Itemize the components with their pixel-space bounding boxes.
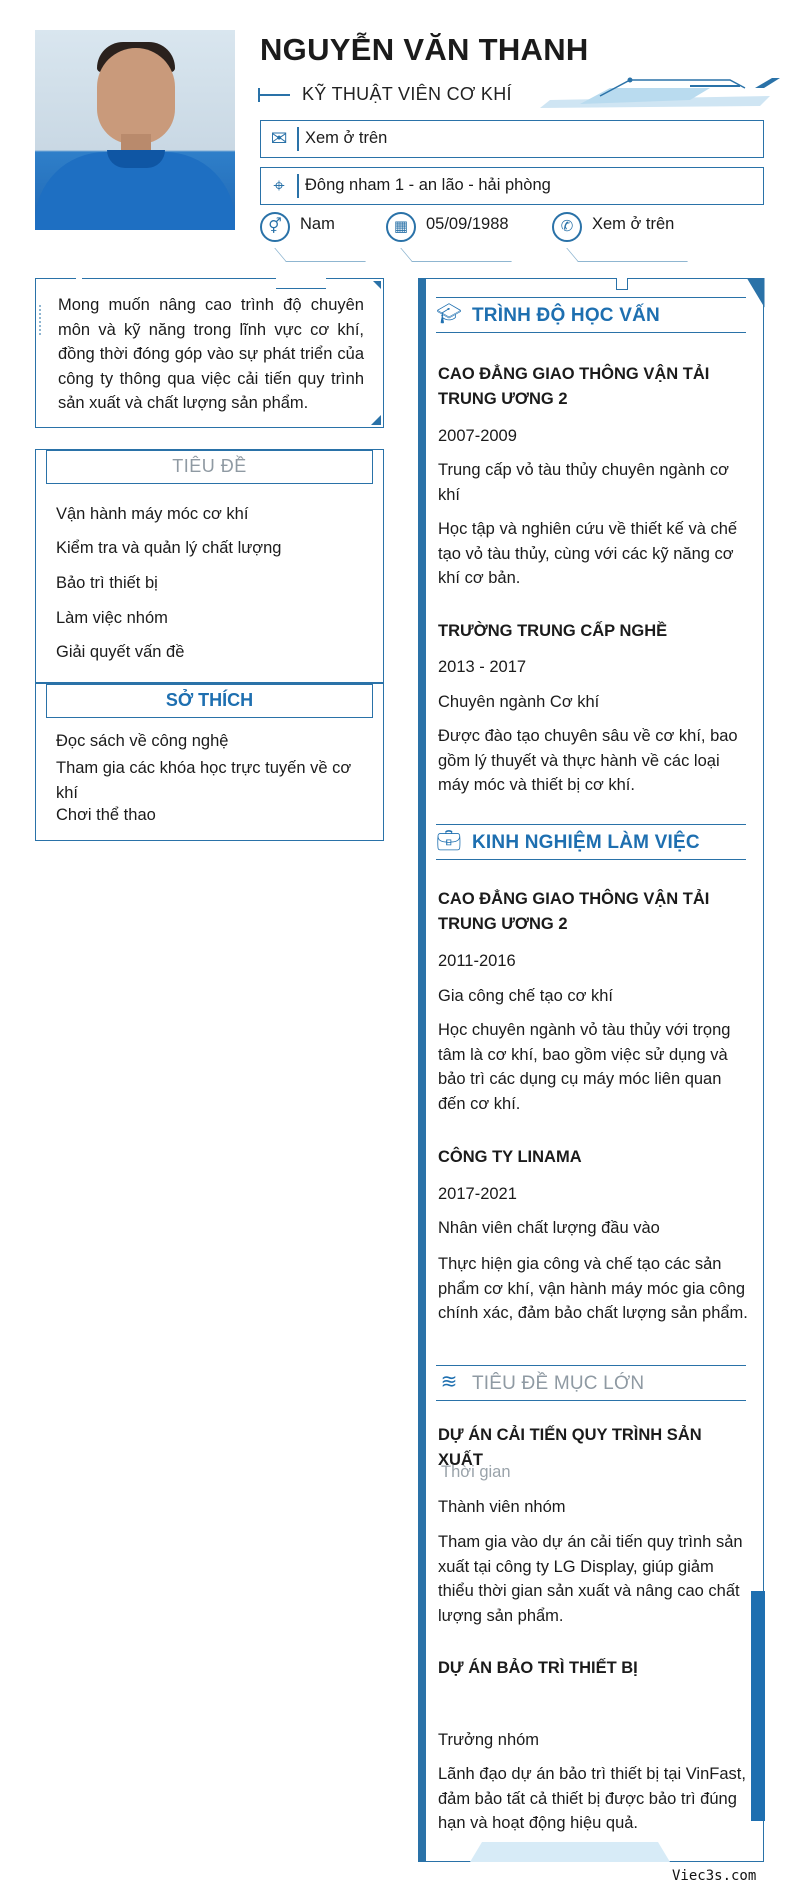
project-name: DỰ ÁN BẢO TRÌ THIẾT BỊ [438,1659,638,1677]
experience-period: 2011-2016 [438,952,516,970]
watermark: Viec3s.com [672,1868,757,1884]
gender-icon: ⚥ [260,212,290,242]
experience-position: Gia công chế tạo cơ khí [438,987,613,1005]
project-name: DỰ ÁN CẢI TIẾN QUY TRÌNH SẢN XUẤT [438,1426,702,1469]
education-description: Được đào tạo chuyên sâu về cơ khí, bao gồm lý thuyết và thực hành về các loại máy móc và thiết bị cơ khí. [438,727,738,794]
envelope-icon: ✉ [270,128,288,150]
education-heading: 🎓︎ TRÌNH ĐỘ HỌC VẤN [436,297,746,333]
education-period: 2013 - 2017 [438,658,527,676]
objective-box [35,278,384,428]
education-school: CAO ĐẲNG GIAO THÔNG VẬN TẢI TRUNG ƯƠNG 2 [438,365,710,408]
briefcase-icon: 💼︎ [436,830,462,852]
layers-icon: ≋ [440,1371,458,1393]
profile-photo [35,30,235,230]
phone-icon: ✆ [552,212,582,242]
experience-description: Học chuyên ngành vỏ tàu thủy với trọng tâm là cơ khí, bao gồm việc sử dụng và bảo trì các dụng cụ máy móc liên quan đến cơ khí. [438,1021,731,1113]
job-title: KỸ THUẬT VIÊN CƠ KHÍ [302,84,512,104]
education-major: Chuyên ngành Cơ khí [438,693,600,711]
hobbies-heading: SỞ THÍCH [46,684,373,718]
experience-position: Nhân viên chất lượng đầu vào [438,1219,660,1237]
skill-item: Bảo trì thiết bị [56,574,158,592]
hobby-item: Chơi thể thao [56,806,156,824]
phone-info [552,212,702,256]
education-major: Trung cấp vỏ tàu thủy chuyên ngành cơ khí [438,461,729,504]
bottom-decoration [470,1842,670,1862]
hobby-item: Đọc sách về công nghệ [56,732,229,750]
hobby-item: Tham gia các khóa học trực tuyến về cơ khí [56,759,352,802]
address-value: Đông nham 1 - an lão - hải phòng [305,176,551,194]
gender-value: Nam [300,215,335,233]
phone-value: Xem ở trên [592,215,675,233]
experience-heading: 💼︎ KINH NGHIỆM LÀM VIỆC [436,824,746,860]
skill-item: Vận hành máy móc cơ khí [56,505,249,523]
skill-item: Giải quyết vấn đề [56,643,185,661]
projects-heading: ≋ TIÊU ĐỀ MỤC LỚN [436,1365,746,1401]
education-description: Học tập và nghiên cứu về thiết kế và chế tạo vỏ tàu thủy, cùng với các kỹ năng cơ khí cơ bản. [438,520,738,587]
project-description: Lãnh đạo dự án bảo trì thiết bị tại VinFast, đảm bảo tất cả thiết bị được bảo trì đúng hạn và hoạt động hiệu quả. [438,1765,746,1832]
skill-item: Kiểm tra và quản lý chất lượng [56,539,282,557]
experience-company: CAO ĐẲNG GIAO THÔNG VẬN TẢI TRUNG ƯƠNG 2 [438,890,710,933]
experience-description: Thực hiện gia công và chế tạo các sản phẩm cơ khí, vận hành máy móc gia công chính xác, đảm bảo chất lượng sản phẩm. [438,1255,748,1322]
objective-text: Mong muốn nâng cao trình độ chuyên môn và kỹ năng trong lĩnh vực cơ khí, đồng thời đóng góp vào sự phát triển của công ty thông qua việc cải tiến quy trình sản xuất và chất lượng sản phẩm. [58,296,364,412]
birthday-value: 05/09/1988 [426,215,509,233]
experience-period: 2017-2021 [438,1185,517,1203]
map-pin-icon: ⌖ [273,175,285,197]
project-role: Thành viên nhóm [438,1498,566,1516]
email-value: Xem ở trên [305,129,388,147]
skills-and-hobbies-box [35,449,384,841]
skills-heading: TIÊU ĐỀ [46,450,373,484]
project-description: Tham gia vào dự án cải tiến quy trình sản xuất tại công ty LG Display, giúp giảm thiểu thời gian sản xuất và nâng cao chất lượng sản phẩm. [438,1533,743,1625]
address-field [260,167,764,205]
education-school: TRƯỜNG TRUNG CẤP NGHỀ [438,622,668,640]
gender-info [260,212,380,256]
graduation-cap-icon: 🎓︎ [436,303,462,325]
candidate-name: NGUYỄN VĂN THANH [260,32,589,67]
education-period: 2007-2009 [438,427,517,445]
calendar-icon: ▦ [386,212,416,242]
email-field [260,120,764,158]
project-role: Trưởng nhóm [438,1731,540,1749]
skill-item: Làm việc nhóm [56,609,168,627]
project-time: Thời gian [441,1463,511,1481]
title-decoration-line [260,94,290,96]
experience-company: CÔNG TY LINAMA [438,1148,582,1166]
header-decoration [540,74,780,114]
birthday-info [386,212,526,256]
